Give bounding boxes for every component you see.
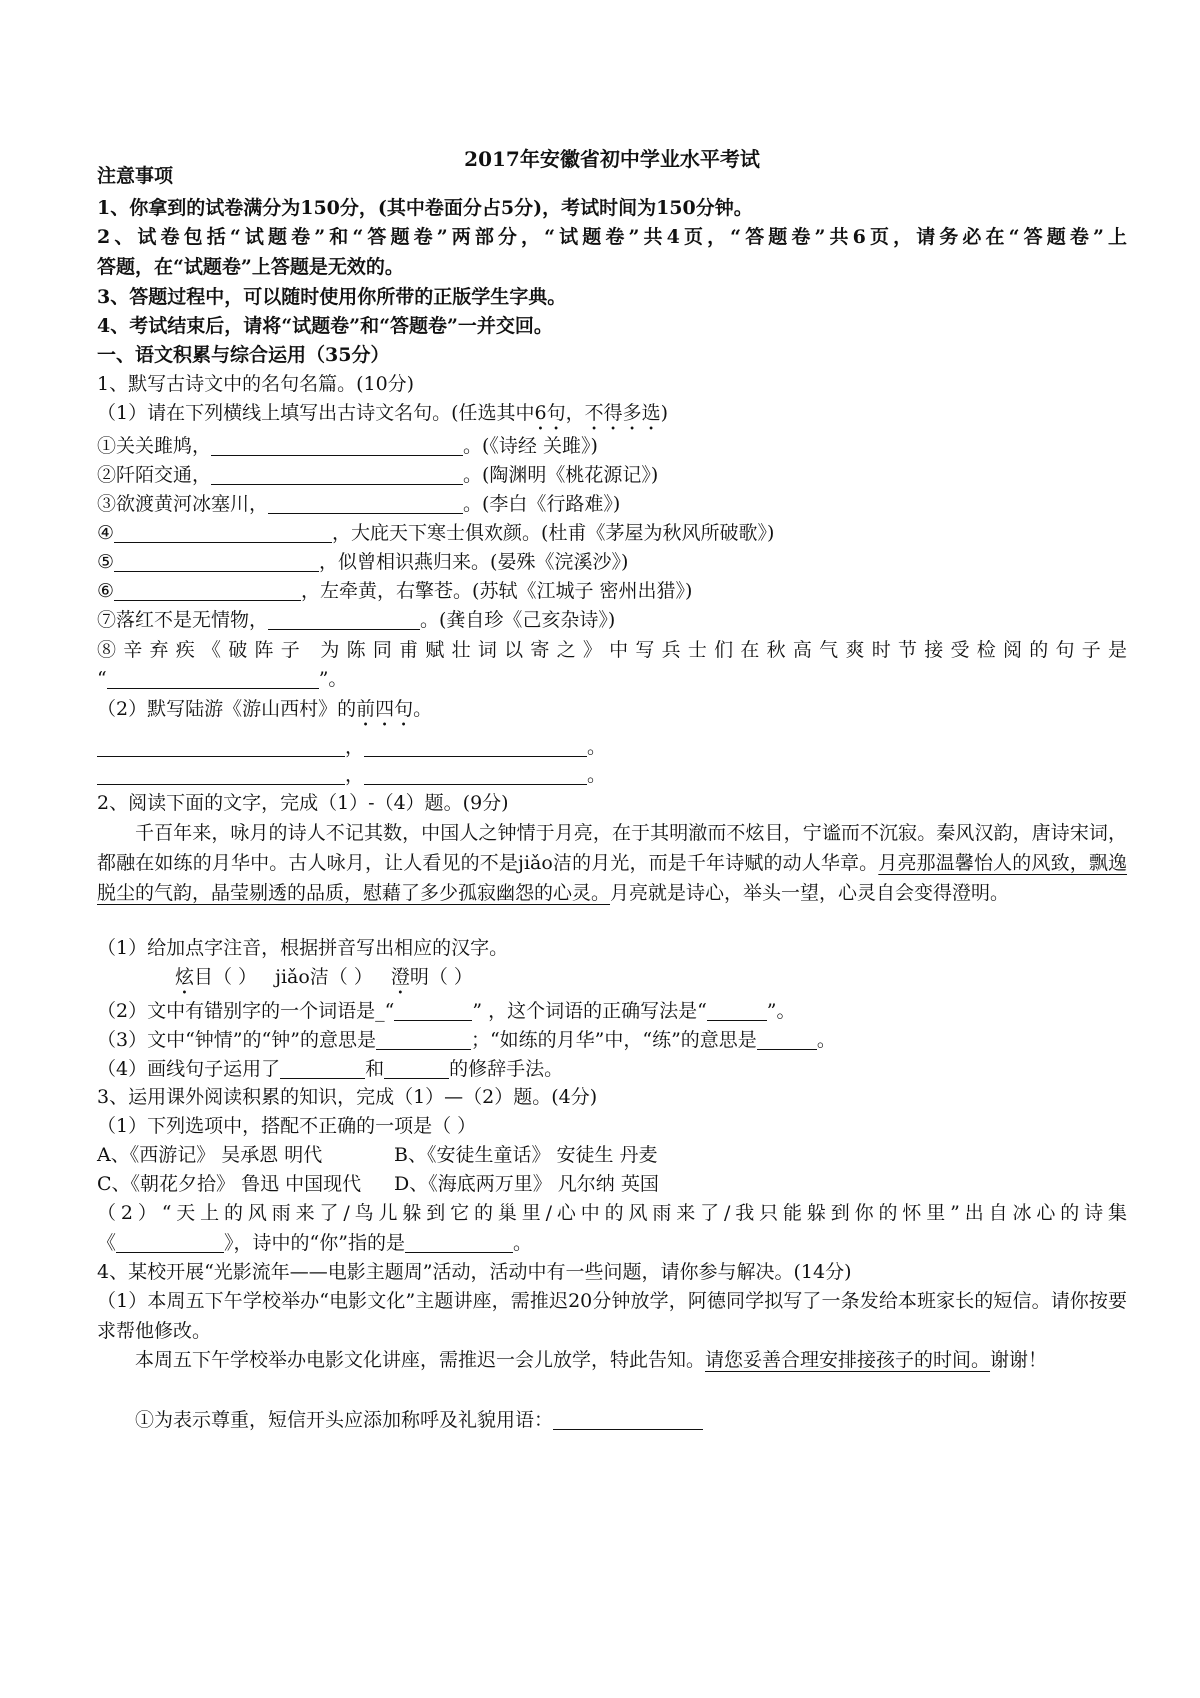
q2-sub-1: （1）给加点字注音，根据拼音写出相应的汉字。 [97, 937, 509, 959]
answer-blank[interactable] [211, 462, 463, 485]
q2-sub-3: （3）文中“钟情”的“钟”的意思是 ；“如练的月华”中，“练”的意思是 。 [97, 1029, 836, 1051]
q3-option-b: B、《安徒生童话》 安徒生 丹麦 [394, 1144, 658, 1166]
q1-part2-instruction: （2）默写陆游《游山西村》的前四句。 [97, 698, 433, 720]
answer-blank[interactable] [268, 491, 463, 514]
answer-blank[interactable] [757, 1027, 817, 1050]
q1-part2-answer-2: ， 。 [97, 760, 606, 790]
q4-sub-1-item-1: ①为表示尊重，短信开头应添加称呼及礼貌用语： [135, 1405, 703, 1435]
q3-option-c: C、《朝花夕拾》 鲁迅 中国现代 [97, 1173, 362, 1195]
answer-blank[interactable] [364, 762, 587, 785]
notice-item-1: 1、你拿到的试卷满分为150分，(其中卷面分占5分)，考试时间为150分钟。 [97, 197, 753, 219]
answer-blank[interactable] [114, 549, 319, 572]
answer-blank[interactable] [211, 433, 463, 456]
answer-blank[interactable] [384, 1056, 449, 1079]
notice-heading: 注意事项 [97, 165, 174, 187]
q1-line-2: ②阡陌交通， 。(陶渊明《桃花源记》) [97, 464, 659, 486]
answer-blank[interactable] [553, 1407, 703, 1430]
q4-sms-message: 本周五下午学校举办电影文化讲座，需推迟一会儿放学，特此告知。请您妥善合理安排接孩子的时间。谢谢！ [135, 1349, 1048, 1371]
q2-sub-1-items: 炫目（ ） jiǎo洁（ ） 澄明（ ） [175, 966, 473, 988]
q2-sub-4: （4）画线句子运用了 和 的修辞手法。 [97, 1058, 564, 1080]
q1-line-8-answer: “ ”。 [97, 668, 348, 690]
answer-blank[interactable] [97, 762, 345, 785]
q2-sub-2: （2）文中有错别字的一个词语是_“ ” ，这个词语的正确写法是“ ”。 [97, 1000, 796, 1022]
exam-title: 2017年安徽省初中学业水平考试 [464, 147, 760, 171]
answer-blank[interactable] [405, 1230, 513, 1253]
q3-sub-2-answer: 《 》，诗中的“你”指的是 。 [97, 1232, 532, 1254]
answer-blank[interactable] [364, 734, 587, 757]
q1-title: 1、默写古诗文中的名句名篇。(10分) [97, 373, 415, 395]
notice-item-2-cont: 答题，在“试题卷”上答题是无效的。 [97, 256, 404, 278]
q4-sub-1: （1）本周五下午学校举办“电影文化”主题讲座，需推迟20分钟放学，阿德同学拟写了一条发给本班家长的短信。请你按要求帮他修改。 [97, 1290, 1127, 1342]
q1-line-8: ⑧辛弃疾《破阵子 为陈同甫赋壮词以寄之》中写兵士们在秋高气爽时节接受检阅的句子是 [97, 639, 1127, 661]
q1-line-1: ①关关雎鸠， 。(《诗经 关雎》) [97, 435, 598, 457]
q1-part2-answer-1: ， 。 [97, 732, 606, 762]
q3-title: 3、运用课外阅读积累的知识，完成（1）—（2）题。(4分) [97, 1086, 598, 1108]
q2-title: 2、阅读下面的文字，完成（1）-（4）题。(9分) [97, 792, 509, 814]
notice-item-3: 3、答题过程中，可以随时使用你所带的正版学生字典。 [97, 286, 567, 308]
answer-blank[interactable] [116, 1230, 224, 1253]
q1-line-3: ③欲渡黄河冰塞川， 。(李白《行路难》) [97, 493, 621, 515]
q1-line-4: ④ ，大庇天下寒士俱欢颜。(杜甫《茅屋为秋风所破歌》) [97, 522, 775, 544]
q1-part1-instruction: （1）请在下列横线上填写出古诗文名句。(任选其中6句，不得多选) [97, 402, 669, 424]
answer-blank[interactable] [268, 607, 420, 630]
answer-blank[interactable] [107, 666, 319, 689]
underlined-sentence: 月亮那温馨怡人的风致，飘逸脱尘的气韵，晶莹剔透的品质，慰藉了多少孤寂幽怨的心灵。 [97, 852, 1127, 904]
q4-title: 4、某校开展“光影流年——电影主题周”活动，活动中有一些问题，请你参与解决。(14分) [97, 1261, 852, 1283]
q3-option-a: A、《西游记》 吴承恩 明代 [97, 1144, 323, 1166]
q1-line-7: ⑦落红不是无情物， 。(龚自珍《己亥杂诗》) [97, 609, 616, 631]
answer-blank[interactable] [376, 1027, 471, 1050]
q3-sub-2: （2）“天上的风雨来了/鸟儿躲到它的巢里/心中的风雨来了/我只能躲到你的怀里”出自冰心的诗集 [97, 1202, 1127, 1224]
answer-blank[interactable] [707, 998, 767, 1021]
section-heading: 一、语文积累与综合运用（35分） [97, 344, 390, 366]
answer-blank[interactable] [114, 520, 332, 543]
answer-blank[interactable] [280, 1056, 365, 1079]
q1-line-6: ⑥ ，左牵黄，右擎苍。(苏轼《江城子 密州出猎》) [97, 580, 693, 602]
q3-option-d: D、《海底两万里》 凡尔纳 英国 [394, 1173, 659, 1195]
answer-blank[interactable] [97, 734, 345, 757]
q2-passage: 千百年来，咏月的诗人不记其数，中国人之钟情于月亮，在于其明澈而不炫目，宁谧而不沉寂。秦风汉韵，唐诗宋词，都融在如练的月华中。古人咏月，让人看见的不是jiǎo洁的月光，而是千年诗赋的动人华章。月亮那温馨怡人的风致，飘逸脱尘的气韵，晶莹剔透的品质，慰藉了多少孤寂幽怨的心灵。月亮就是诗心，举头一望，心灵自会变得澄明。 [97, 822, 1127, 904]
notice-item-2: 2、试卷包括“试题卷”和“答题卷”两部分，“试题卷”共4页，“答题卷”共6页，请务必在“答题卷”上 [97, 226, 1127, 248]
underlined-sentence: 请您妥善合理安排接孩子的时间。 [705, 1349, 991, 1371]
answer-blank[interactable] [114, 578, 301, 601]
notice-item-4: 4、考试结束后，请将“试题卷”和“答题卷”一并交回。 [97, 315, 553, 337]
q3-sub-1: （1）下列选项中，搭配不正确的一项是（ ） [97, 1115, 477, 1137]
q1-line-5: ⑤ ，似曾相识燕归来。(晏殊《浣溪沙》) [97, 551, 629, 573]
answer-blank[interactable] [394, 998, 472, 1021]
